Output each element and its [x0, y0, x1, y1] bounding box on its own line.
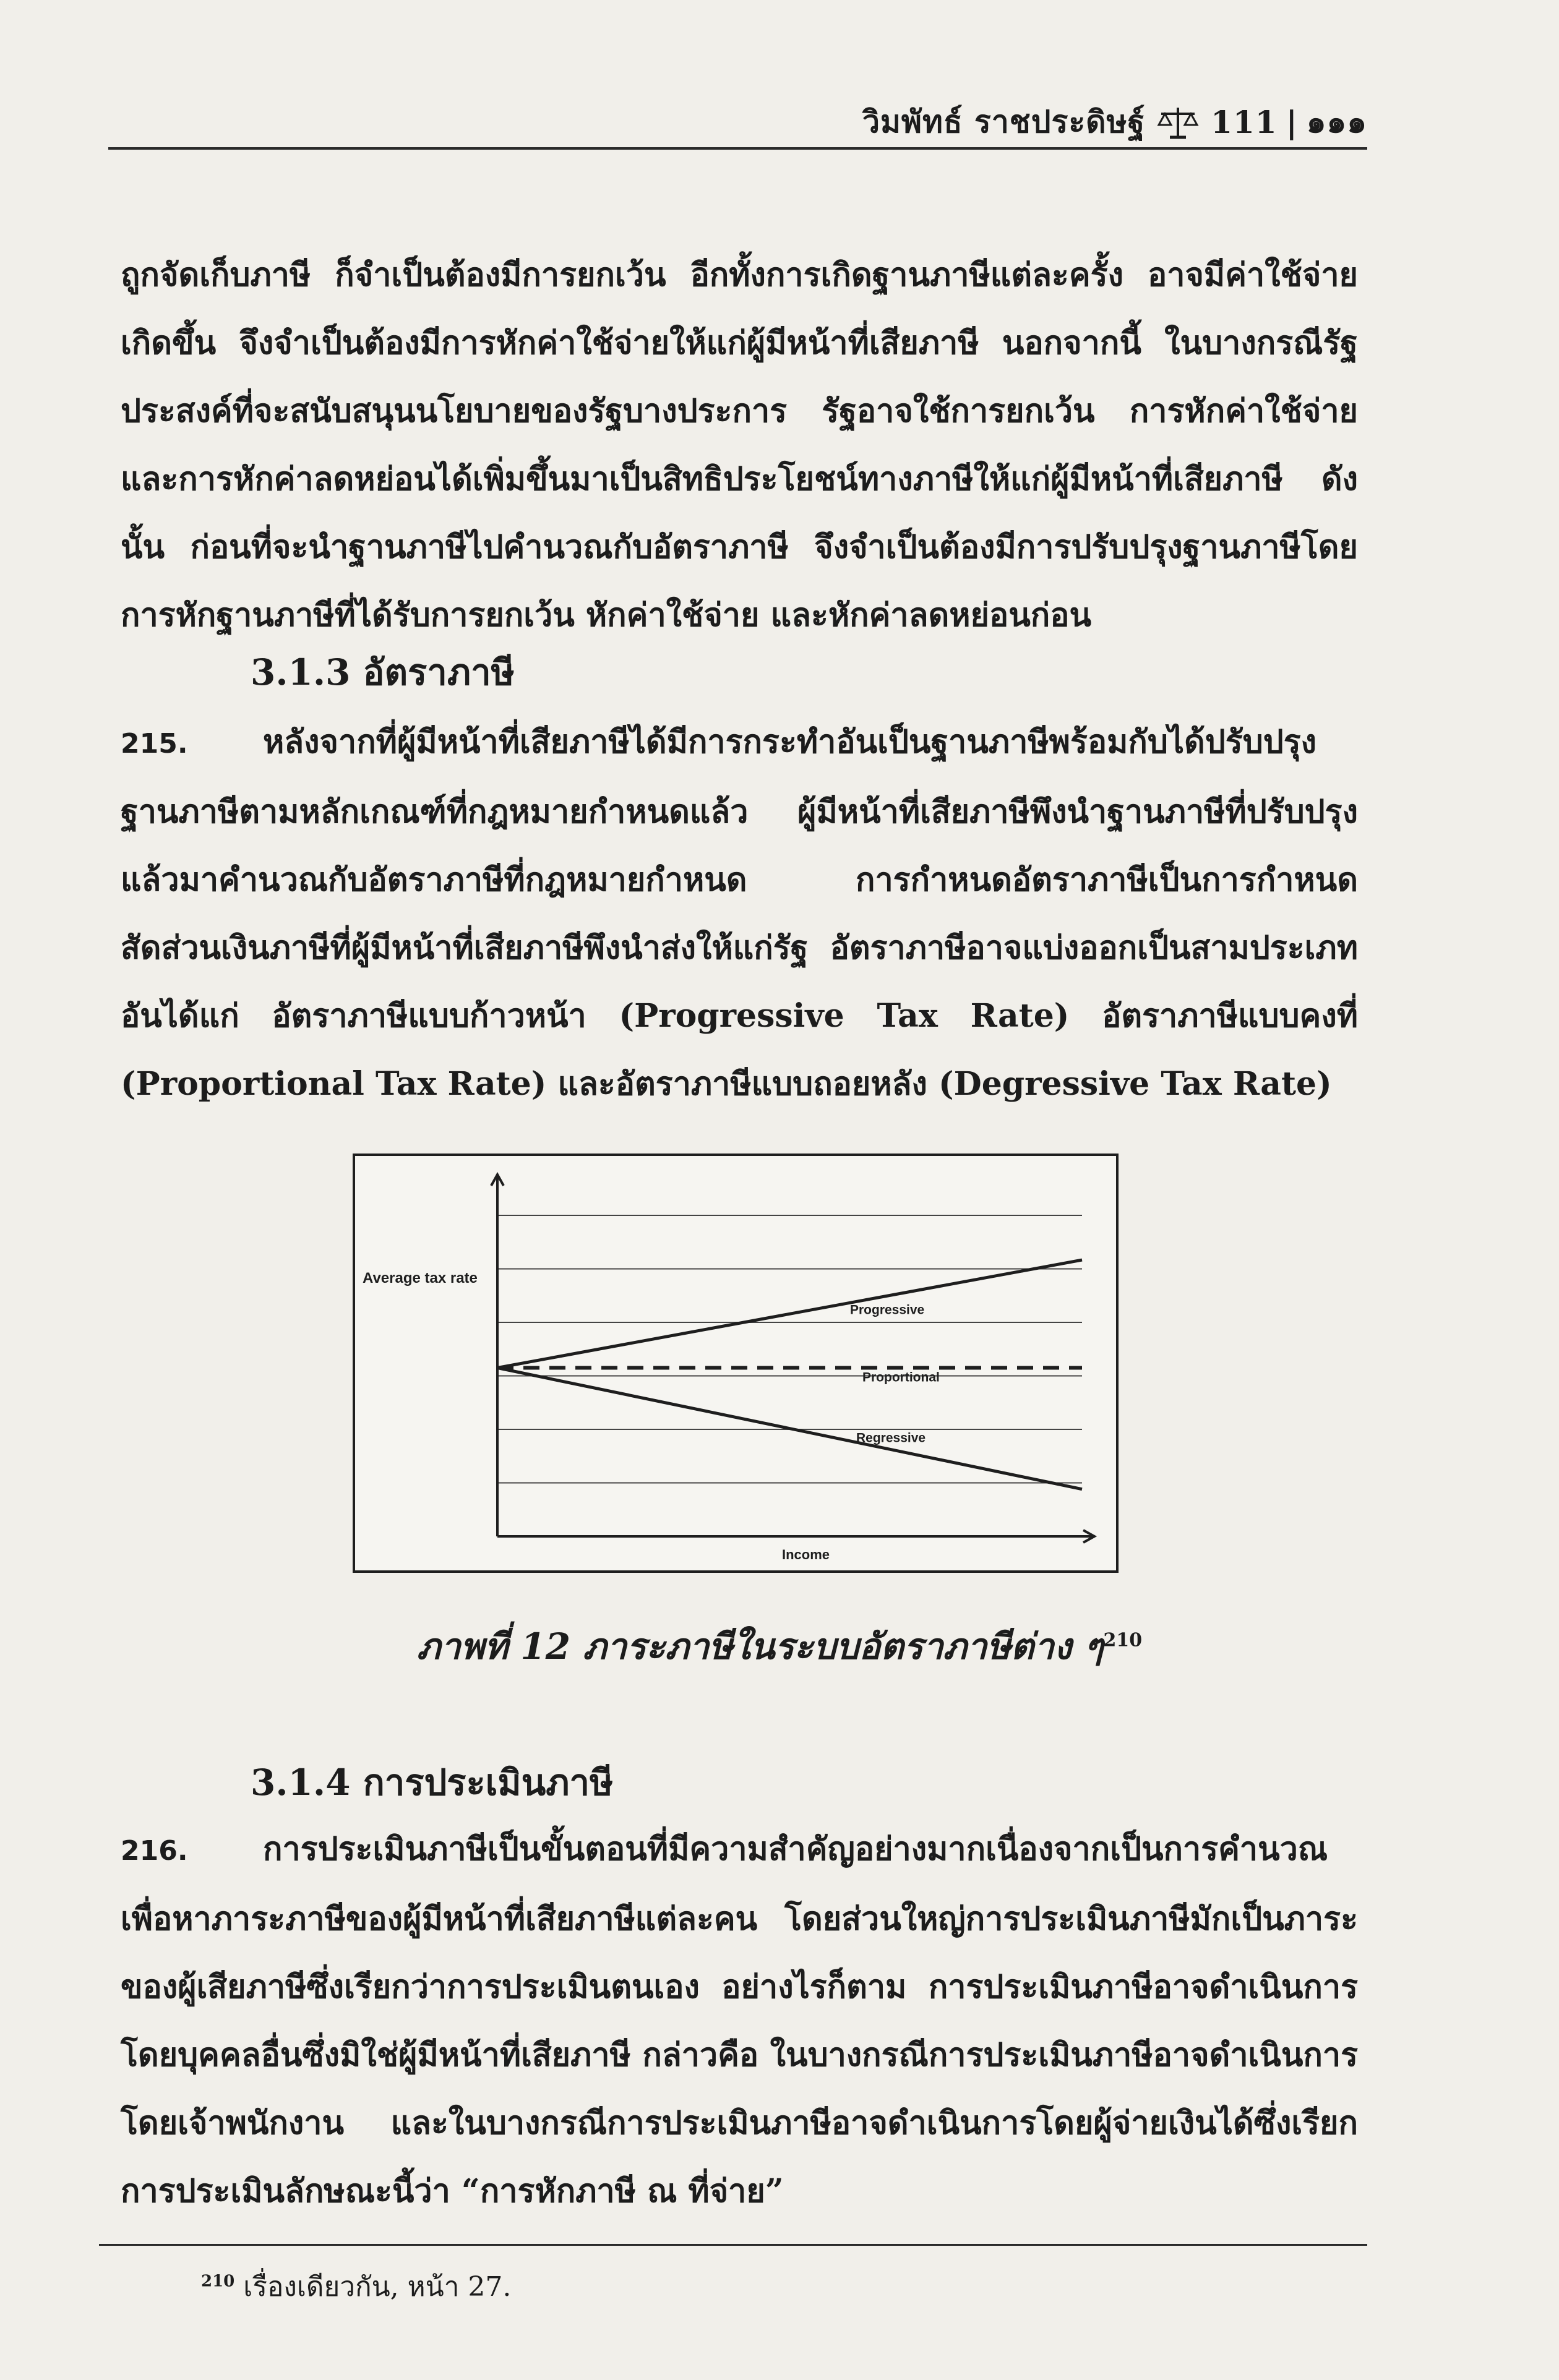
- x-axis-label: Income: [782, 1547, 830, 1562]
- header-rule: [108, 147, 1367, 150]
- figure-caption-note: 210: [1103, 1629, 1143, 1651]
- series-label-progressive: Progressive: [850, 1303, 925, 1317]
- paragraph-216: [121, 1815, 1358, 2225]
- footnote-text: เรื่องเดียวกัน, หน้า 27.: [243, 2271, 512, 2303]
- figure-caption-text: ภาพที่ 12 ภาระภาษีในระบบอัตราภาษีต่าง ๆ: [416, 1625, 1104, 1667]
- running-header: [108, 99, 1367, 145]
- header-page-arabic: 111: [1211, 104, 1278, 140]
- heading-3-1-3: 3.1.3 อัตราภาษี: [251, 651, 515, 693]
- paragraph-215: [121, 708, 1358, 1118]
- paragraph-215-text: หลังจากที่ผู้มีหน้าที่เสียภาษีได้มีการกระทำอันเป็นฐานภาษีพร้อมกับได้ปรับปรุงฐานภาษีตามหลักเกณฑ์ที่กฎหมายกำหนดแล้ว ผู้มีหน้าที่เสียภาษีพึงนำฐานภาษีที่ปรับปรุงแล้วมาคำนวณกับอัตราภาษีที่กฎหมายกำหนด การกำหนดอัตราภาษีเป็นการกำหนดสัดส่วนเงินภาษีที่ผู้มีหน้าที่เสียภาษีพึงนำส่งให้แก่รัฐ อัตราภาษีอาจแบ่งออกเป็นสามประเภท อันได้แก่ อัตราภาษีแบบก้าวหน้า (Progressive Tax Rate) อัตราภาษีแบบคงที่ (Proportional Tax Rate) และอัตราภาษีแบบถอยหลัง (Degressive Tax Rate): [121, 723, 1358, 1103]
- series-label-regressive: Regressive: [856, 1431, 926, 1445]
- series-line-regressive: [497, 1368, 1082, 1489]
- header-author: วิมพัทธ์ ราชประดิษฐ์: [862, 103, 1146, 140]
- heading-3-1-4: 3.1.4 การประเมินภาษี: [251, 1761, 614, 1804]
- paragraph-number: 216.: [121, 1835, 188, 1867]
- scales-of-justice-icon: [1156, 104, 1200, 141]
- footnote-number: 210: [201, 2272, 235, 2291]
- tax-rate-chart: [355, 1156, 1116, 1570]
- header-page-thai: ๑๑๑: [1306, 103, 1367, 140]
- footnote: [201, 2265, 511, 2308]
- footnote-rule: [99, 2244, 1367, 2246]
- series-line-progressive: [497, 1260, 1082, 1368]
- y-axis-label: Average tax rate: [363, 1270, 478, 1286]
- paragraph-number: 215.: [121, 728, 188, 760]
- series-label-proportional: Proportional: [862, 1370, 940, 1385]
- tax-rate-figure: [353, 1154, 1119, 1573]
- header-separator: |: [1286, 104, 1298, 140]
- paragraph-intro: ถูกจัดเก็บภาษี ก็จำเป็นต้องมีการยกเว้น อีกทั้งการเกิดฐานภาษีแต่ละครั้ง อาจมีค่าใช้จ่ายเกิดขึ้น จึงจำเป็นต้องมีการหักค่าใช้จ่ายให้แก่ผู้มีหน้าที่เสียภาษี นอกจากนี้ ในบางกรณีรัฐประสงค์ที่จะสนับสนุนนโยบายของรัฐบางประการ รัฐอาจใช้การยกเว้น การหักค่าใช้จ่าย และการหักค่าลดหย่อนได้เพิ่มขึ้นมาเป็นสิทธิประโยชน์ทางภาษีให้แก่ผู้มีหน้าที่เสียภาษี ดังนั้น ก่อนที่จะนำฐานภาษีไปคำนวณกับอัตราภาษี จึงจำเป็นต้องมีการปรับปรุงฐานภาษีโดยการหักฐานภาษีที่ได้รับการยกเว้น หักค่าใช้จ่าย และหักค่าลดหย่อนก่อน: [121, 256, 1358, 634]
- paragraph-216-text: การประเมินภาษีเป็นขั้นตอนที่มีความสำคัญอย่างมากเนื่องจากเป็นการคำนวณเพื่อหาภาระภาษีของผู้มีหน้าที่เสียภาษีแต่ละคน โดยส่วนใหญ่การประเมินภาษีมักเป็นภาระของผู้เสียภาษีซึ่งเรียกว่าการประเมินตนเอง อย่างไรก็ตาม การประเมินภาษีอาจดำเนินการโดยบุคคลอื่นซึ่งมิใช่ผู้มีหน้าที่เสียภาษี กล่าวคือ ในบางกรณีการประเมินภาษีอาจดำเนินการโดยเจ้าพนักงาน และในบางกรณีการประเมินภาษีอาจดำเนินการโดยผู้จ่ายเงินได้ซึ่งเรียกการประเมินลักษณะนี้ว่า “การหักภาษี ณ ที่จ่าย”: [121, 1830, 1358, 2210]
- figure-caption: [0, 1617, 1559, 1675]
